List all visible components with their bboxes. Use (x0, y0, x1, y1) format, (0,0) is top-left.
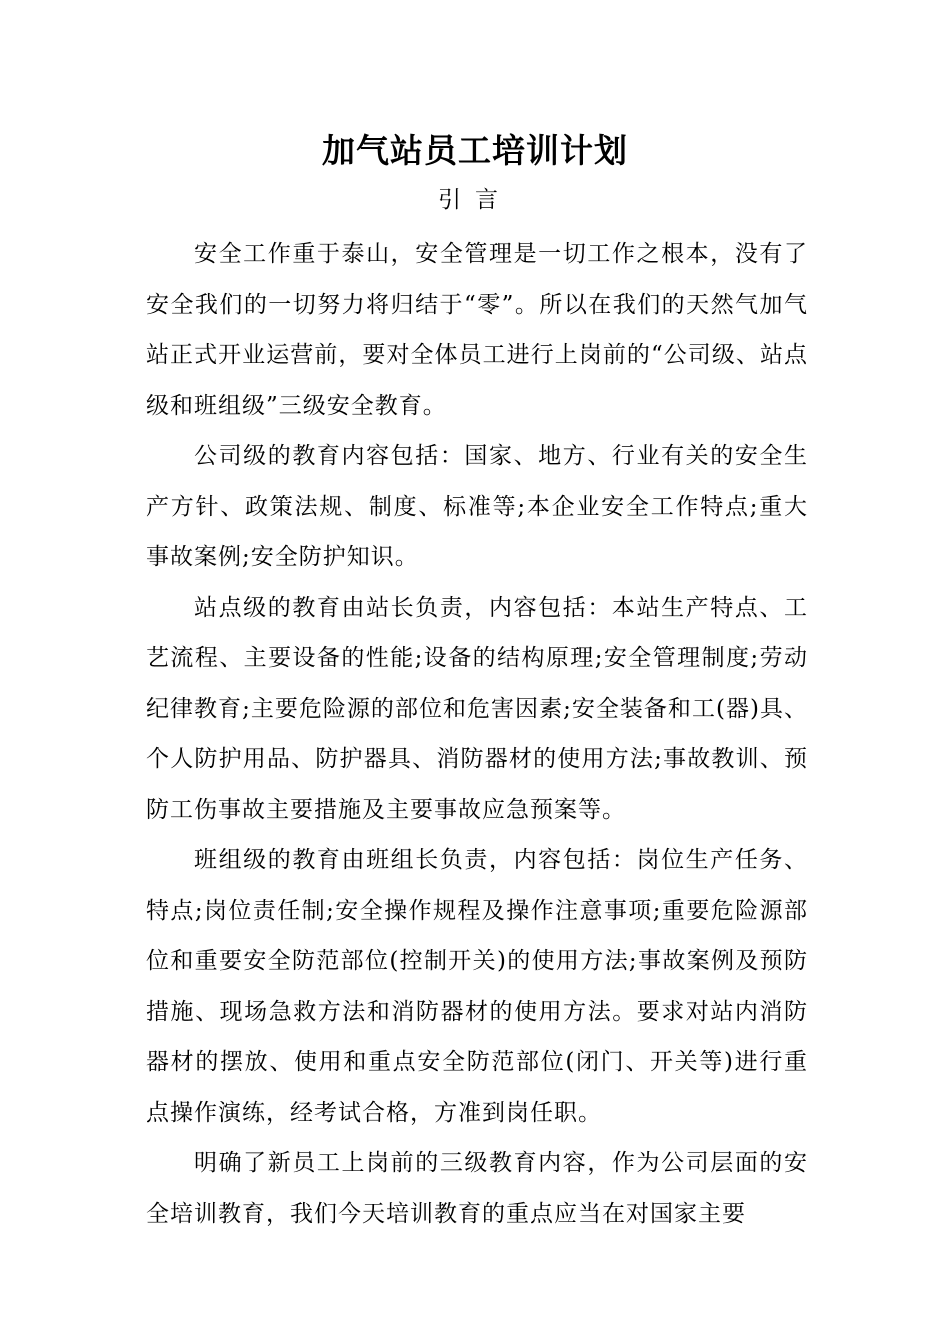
document-title: 加气站员工培训计划 (322, 131, 628, 170)
document-body (146, 229, 808, 1239)
document-subtitle: 引言 (438, 187, 512, 213)
paragraph-station-level: 站点级的教育由站长负责，内容包括：本站生产特点、工艺流程、主要设备的性能;设备的结构原理;安全管理制度;劳动纪律教育;主要危险源的部位和危害因素;安全装备和工(器)具、个人防护用品、防护器具、消防器材的使用方法;事故教训、预防工伤事故主要措施及主要事故应急预案等。 (146, 594, 808, 823)
paragraph-team-level: 班组级的教育由班组长负责，内容包括：岗位生产任务、特点;岗位责任制;安全操作规程及操作注意事项;重要危险源部位和重要安全防范部位(控制开关)的使用方法;事故案例及预防措施、现场急救方法和消防器材的使用方法。要求对站内消防器材的摆放、使用和重点安全防范部位(闭门、开关等)进行重点操作演练，经考试合格，方准到岗任职。 (146, 847, 808, 1126)
paragraph-intro: 安全工作重于泰山，安全管理是一切工作之根本，没有了安全我们的一切努力将归结于“零”。所以在我们的天然气加气站正式开业运营前，要对全体员工进行上岗前的“公司级、站点级和班组级”三级安全教育。 (146, 241, 808, 419)
paragraph-company-level: 公司级的教育内容包括：国家、地方、行业有关的安全生产方针、政策法规、制度、标准等;本企业安全工作特点;重大事故案例;安全防护知识。 (146, 443, 808, 570)
paragraph-summary: 明确了新员工上岗前的三级教育内容，作为公司层面的安全培训教育，我们今天培训教育的重点应当在对国家主要 (146, 1150, 808, 1227)
